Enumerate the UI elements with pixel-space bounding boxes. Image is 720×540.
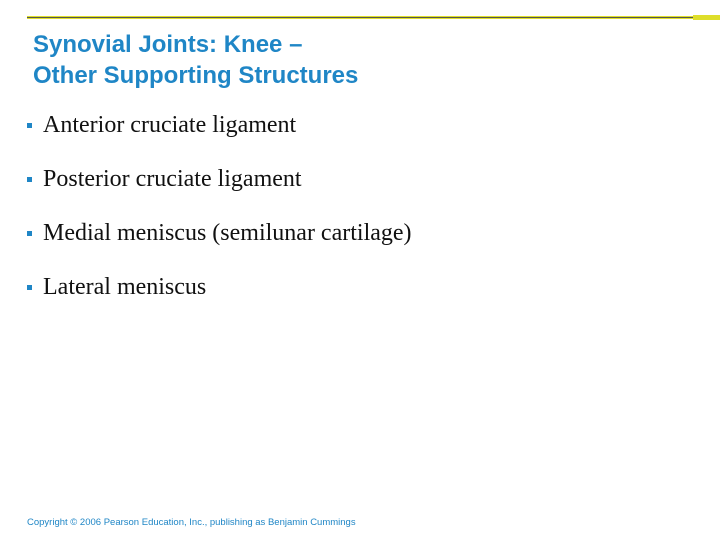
bullet-text: Anterior cruciate ligament bbox=[43, 112, 297, 138]
slide-title-line-1: Synovial Joints: Knee – bbox=[33, 31, 303, 58]
bullet-text: Posterior cruciate ligament bbox=[43, 166, 302, 192]
bullet-item bbox=[27, 216, 687, 270]
bullet-square-icon bbox=[27, 231, 32, 236]
bullet-square-icon bbox=[27, 123, 32, 128]
top-accent-tip bbox=[693, 15, 720, 20]
slide-title bbox=[33, 29, 673, 91]
bullet-square-icon bbox=[27, 285, 32, 290]
bullet-item bbox=[27, 108, 687, 162]
bullet-item bbox=[27, 270, 687, 324]
bullet-list bbox=[27, 108, 687, 324]
slide-title-line-2: Other Supporting Structures bbox=[33, 62, 359, 89]
bullet-text: Lateral meniscus bbox=[43, 274, 207, 300]
bullet-text: Medial meniscus (semilunar cartilage) bbox=[43, 220, 412, 246]
copyright-footer: Copyright © 2006 Pearson Education, Inc., publishing as Benjamin Cummings bbox=[27, 517, 356, 528]
bullet-item bbox=[27, 162, 687, 216]
top-rule bbox=[27, 17, 693, 18]
bullet-square-icon bbox=[27, 177, 32, 182]
